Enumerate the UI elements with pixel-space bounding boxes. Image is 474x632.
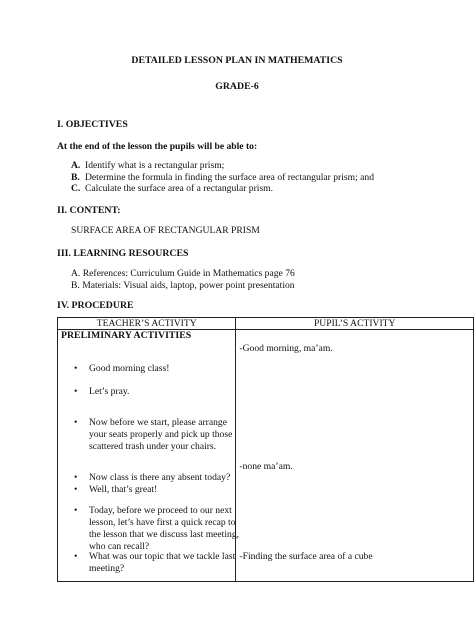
resources-heading: III. LEARNING RESOURCES xyxy=(57,248,189,259)
procedure-table xyxy=(57,317,474,582)
teacher-line: Good morning class! xyxy=(89,363,170,374)
bullet-icon: • xyxy=(74,386,78,397)
table-row xyxy=(58,330,474,582)
teacher-activity-cell xyxy=(58,330,240,582)
objectives-intro: At the end of the lesson the pupils will be able to: xyxy=(57,141,258,152)
bullet-icon: • xyxy=(74,472,78,483)
pupil-activity-cell xyxy=(236,330,474,582)
table-header-row xyxy=(58,318,474,330)
teacher-column-header: TEACHER’S ACTIVITY xyxy=(58,318,236,330)
bullet-icon: • xyxy=(74,484,78,495)
bullet-icon: • xyxy=(74,417,78,428)
bullet-icon: • xyxy=(74,551,78,562)
pupil-line: -Good morning, ma’am. xyxy=(239,343,333,354)
objective-text: Calculate the surface area of a rectangular prism. xyxy=(85,183,274,194)
resource-item: A. References: Curriculum Guide in Mathematics page 76 xyxy=(71,268,295,279)
objective-letter: A. xyxy=(71,160,81,171)
grade-label: GRADE-6 xyxy=(215,81,259,92)
objective-text: Identify what is a rectangular prism; xyxy=(85,160,225,171)
teacher-line: Now class is there any absent today? xyxy=(89,472,231,483)
pupil-column-header: PUPIL’S ACTIVITY xyxy=(236,318,474,330)
teacher-line: Now before we start, please arrange your seats properly and pick up those scattered trash under your chairs. xyxy=(89,417,233,452)
pupil-line: -none ma’am. xyxy=(239,461,293,472)
objective-letter: B. xyxy=(71,172,80,183)
objectives-heading: I. OBJECTIVES xyxy=(57,119,128,130)
bullet-icon: • xyxy=(74,363,78,374)
bullet-icon: • xyxy=(74,505,78,516)
procedure-heading: IV. PROCEDURE xyxy=(57,300,134,311)
teacher-line: Today, before we proceed to our next lesson, let’s have first a quick recap to the lesson that we discuss last meeting, who can recall? xyxy=(89,505,240,552)
resource-item: B. Materials: Visual aids, laptop, power point presentation xyxy=(71,280,295,291)
teacher-line: What was our topic that we tackle last meeting? xyxy=(89,551,236,574)
pupil-line: -Finding the surface area of a cube xyxy=(239,551,373,562)
document-title: DETAILED LESSON PLAN IN MATHEMATICS xyxy=(131,55,343,66)
teacher-line: Let’s pray. xyxy=(89,386,130,397)
preliminary-activities-label: PRELIMINARY ACTIVITIES xyxy=(61,330,192,341)
teacher-line: Well, that’s great! xyxy=(89,484,158,495)
content-heading: II. CONTENT: xyxy=(57,205,121,216)
content-text: SURFACE AREA OF RECTANGULAR PRISM xyxy=(71,225,260,236)
objective-item xyxy=(71,183,273,195)
objective-item xyxy=(71,160,224,172)
objective-text: Determine the formula in finding the surface area of rectangular prism; and xyxy=(85,172,375,183)
objective-letter: C. xyxy=(71,183,81,194)
